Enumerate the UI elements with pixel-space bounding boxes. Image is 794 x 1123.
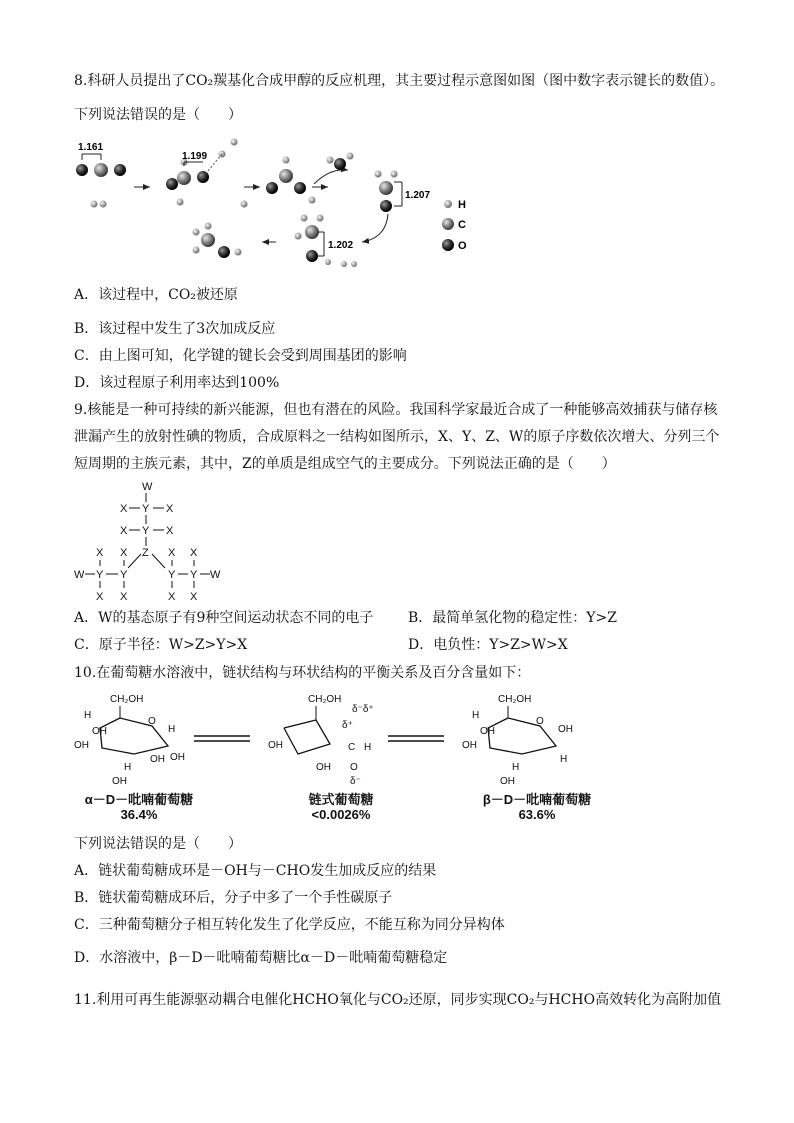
q8-stem: 8.科研人员提出了CO₂羰基化合成甲醇的反应机理，其主要过程示意图如图（图中数字表示键长的数值）。	[74, 73, 725, 89]
q10-stem: 10.在葡萄糖水溶液中，链状结构与环状结构的平衡关系及百分含量如下：	[74, 665, 531, 681]
svg-text:W: W	[210, 569, 221, 581]
svg-text:X: X	[168, 591, 176, 603]
svg-text:OH: OH	[268, 740, 283, 751]
svg-text:OH: OH	[462, 740, 477, 751]
svg-text:OH: OH	[170, 752, 185, 763]
svg-text:O: O	[350, 762, 358, 773]
q8-option-b: B．该过程中发生了3次加成反应	[74, 321, 276, 337]
svg-text:OH: OH	[74, 740, 89, 751]
q10-alpha-name: α－D－吡喃葡萄糖	[84, 792, 194, 807]
svg-text:OH: OH	[558, 724, 573, 735]
q10-option-a: A．链状葡萄糖成环是－OH与－CHO发生加成反应的结果	[74, 863, 437, 879]
bond-length-2: 1.199	[182, 151, 208, 162]
svg-text:Y: Y	[96, 569, 104, 581]
svg-text:O: O	[536, 716, 544, 727]
svg-text:H: H	[364, 742, 372, 753]
bond-length-3: 1.207	[405, 190, 431, 201]
q9-structure-diagram	[72, 478, 232, 606]
svg-text:OH: OH	[500, 776, 515, 787]
svg-text:δ⁺: δ⁺	[342, 720, 353, 731]
svg-text:Y: Y	[190, 569, 198, 581]
legend-h: H	[458, 199, 466, 211]
svg-text:Y: Y	[142, 525, 150, 537]
svg-text:Z: Z	[142, 547, 149, 559]
svg-text:OH: OH	[150, 754, 165, 765]
q9-stem-line-2: 泄漏产生的放射性碘的物质，合成原料之一结构如图所示，X、Y、Z、W的原子序数依次增大、分列三个	[74, 429, 720, 445]
beta-glucose-ring	[462, 694, 573, 787]
svg-text:X: X	[96, 591, 104, 603]
q8-mechanism-diagram	[72, 132, 492, 272]
legend-c: C	[458, 219, 466, 231]
svg-text:OH: OH	[112, 776, 127, 787]
legend-o: O	[458, 240, 467, 252]
svg-text:W: W	[74, 569, 85, 581]
svg-text:δ⁻δ⁺: δ⁻δ⁺	[352, 704, 374, 715]
svg-text:X: X	[166, 525, 174, 537]
svg-text:H: H	[512, 762, 520, 773]
svg-text:H: H	[84, 710, 92, 721]
svg-text:CH₂OH: CH₂OH	[308, 694, 342, 705]
q10-alpha-percent: 36.4%	[120, 807, 158, 822]
q9-stem-line-3: 短周期的主族元素，其中，Z的单质是组成空气的主要成分。下列说法正确的是（ ）	[74, 456, 616, 472]
q10-beta-percent: 63.6%	[518, 807, 556, 822]
svg-text:X: X	[120, 547, 128, 559]
q10-beta-name: β－D－吡喃葡萄糖	[482, 792, 592, 807]
svg-text:X: X	[166, 503, 174, 515]
svg-text:H: H	[168, 724, 176, 735]
q10-option-b: B．链状葡萄糖成环后，分子中多了一个手性碳原子	[74, 890, 393, 906]
q9-option-c: C．原子半径：W>Z>Y>X	[74, 637, 248, 653]
svg-text:O: O	[148, 716, 156, 727]
svg-text:OH: OH	[480, 726, 495, 737]
q10-option-c: C．三种葡萄糖分子相互转化发生了化学反应，不能互称为同分异构体	[74, 917, 505, 933]
co2-molecule	[76, 163, 126, 177]
q11-stem: 11.利用可再生能源驱动耦合电催化HCHO氧化与CO₂还原，同步实现CO₂与HCHO高效转化为高附加值	[74, 992, 722, 1008]
q10-glucose-equilibrium-diagram	[72, 688, 592, 788]
q10-prompt: 下列说法错误的是（ ）	[74, 836, 242, 852]
svg-text:X: X	[96, 547, 104, 559]
q9-option-a: A．W的基态原子有9种空间运动状态不同的电子	[74, 610, 374, 626]
svg-text:CH₂OH: CH₂OH	[498, 694, 532, 705]
q8-prompt: 下列说法错误的是（ ）	[74, 107, 242, 123]
q9-option-b: B．最简单氢化物的稳定性：Y>Z	[408, 610, 617, 626]
svg-text:H: H	[124, 762, 132, 773]
bond-length-4: 1.202	[328, 240, 354, 251]
svg-text:X: X	[120, 525, 128, 537]
svg-text:Y: Y	[168, 569, 176, 581]
svg-text:CH₂OH: CH₂OH	[110, 694, 144, 705]
q9-stem-line-1: 9.核能是一种可持续的新兴能源，但也有潜在的风险。我国科学家最近合成了一种能够高效捕获与储存核	[74, 402, 718, 418]
q8-option-c: C．由上图可知，化学键的键长会受到周围基团的影响	[74, 348, 407, 364]
svg-text:X: X	[168, 547, 176, 559]
alpha-glucose-ring	[74, 694, 185, 787]
svg-text:C: C	[348, 742, 356, 753]
q8-option-a: A．该过程中，CO₂被还原	[74, 287, 238, 303]
svg-text:Y: Y	[120, 569, 128, 581]
svg-text:Y: Y	[142, 503, 150, 515]
q9-option-d: D．电负性：Y>Z>W>X	[408, 637, 568, 653]
svg-text:X: X	[190, 547, 198, 559]
svg-text:X: X	[120, 503, 128, 515]
svg-text:δ⁻: δ⁻	[350, 776, 361, 787]
bond-length-1: 1.161	[78, 142, 104, 153]
q8-option-d: D．该过程原子利用率达到100%	[74, 375, 280, 391]
svg-text:H: H	[560, 754, 568, 765]
svg-text:OH: OH	[316, 762, 331, 773]
chain-glucose	[268, 694, 374, 787]
svg-text:H: H	[472, 710, 480, 721]
svg-text:W: W	[142, 481, 153, 493]
svg-text:X: X	[120, 591, 128, 603]
svg-text:X: X	[190, 591, 198, 603]
q10-chain-percent: <0.0026%	[311, 807, 371, 822]
svg-text:OH: OH	[92, 726, 107, 737]
q10-option-d: D．水溶液中，β－D－吡喃葡萄糖比α－D－吡喃葡萄糖稳定	[74, 950, 448, 966]
q10-chain-name: 链式葡萄糖	[308, 792, 374, 807]
